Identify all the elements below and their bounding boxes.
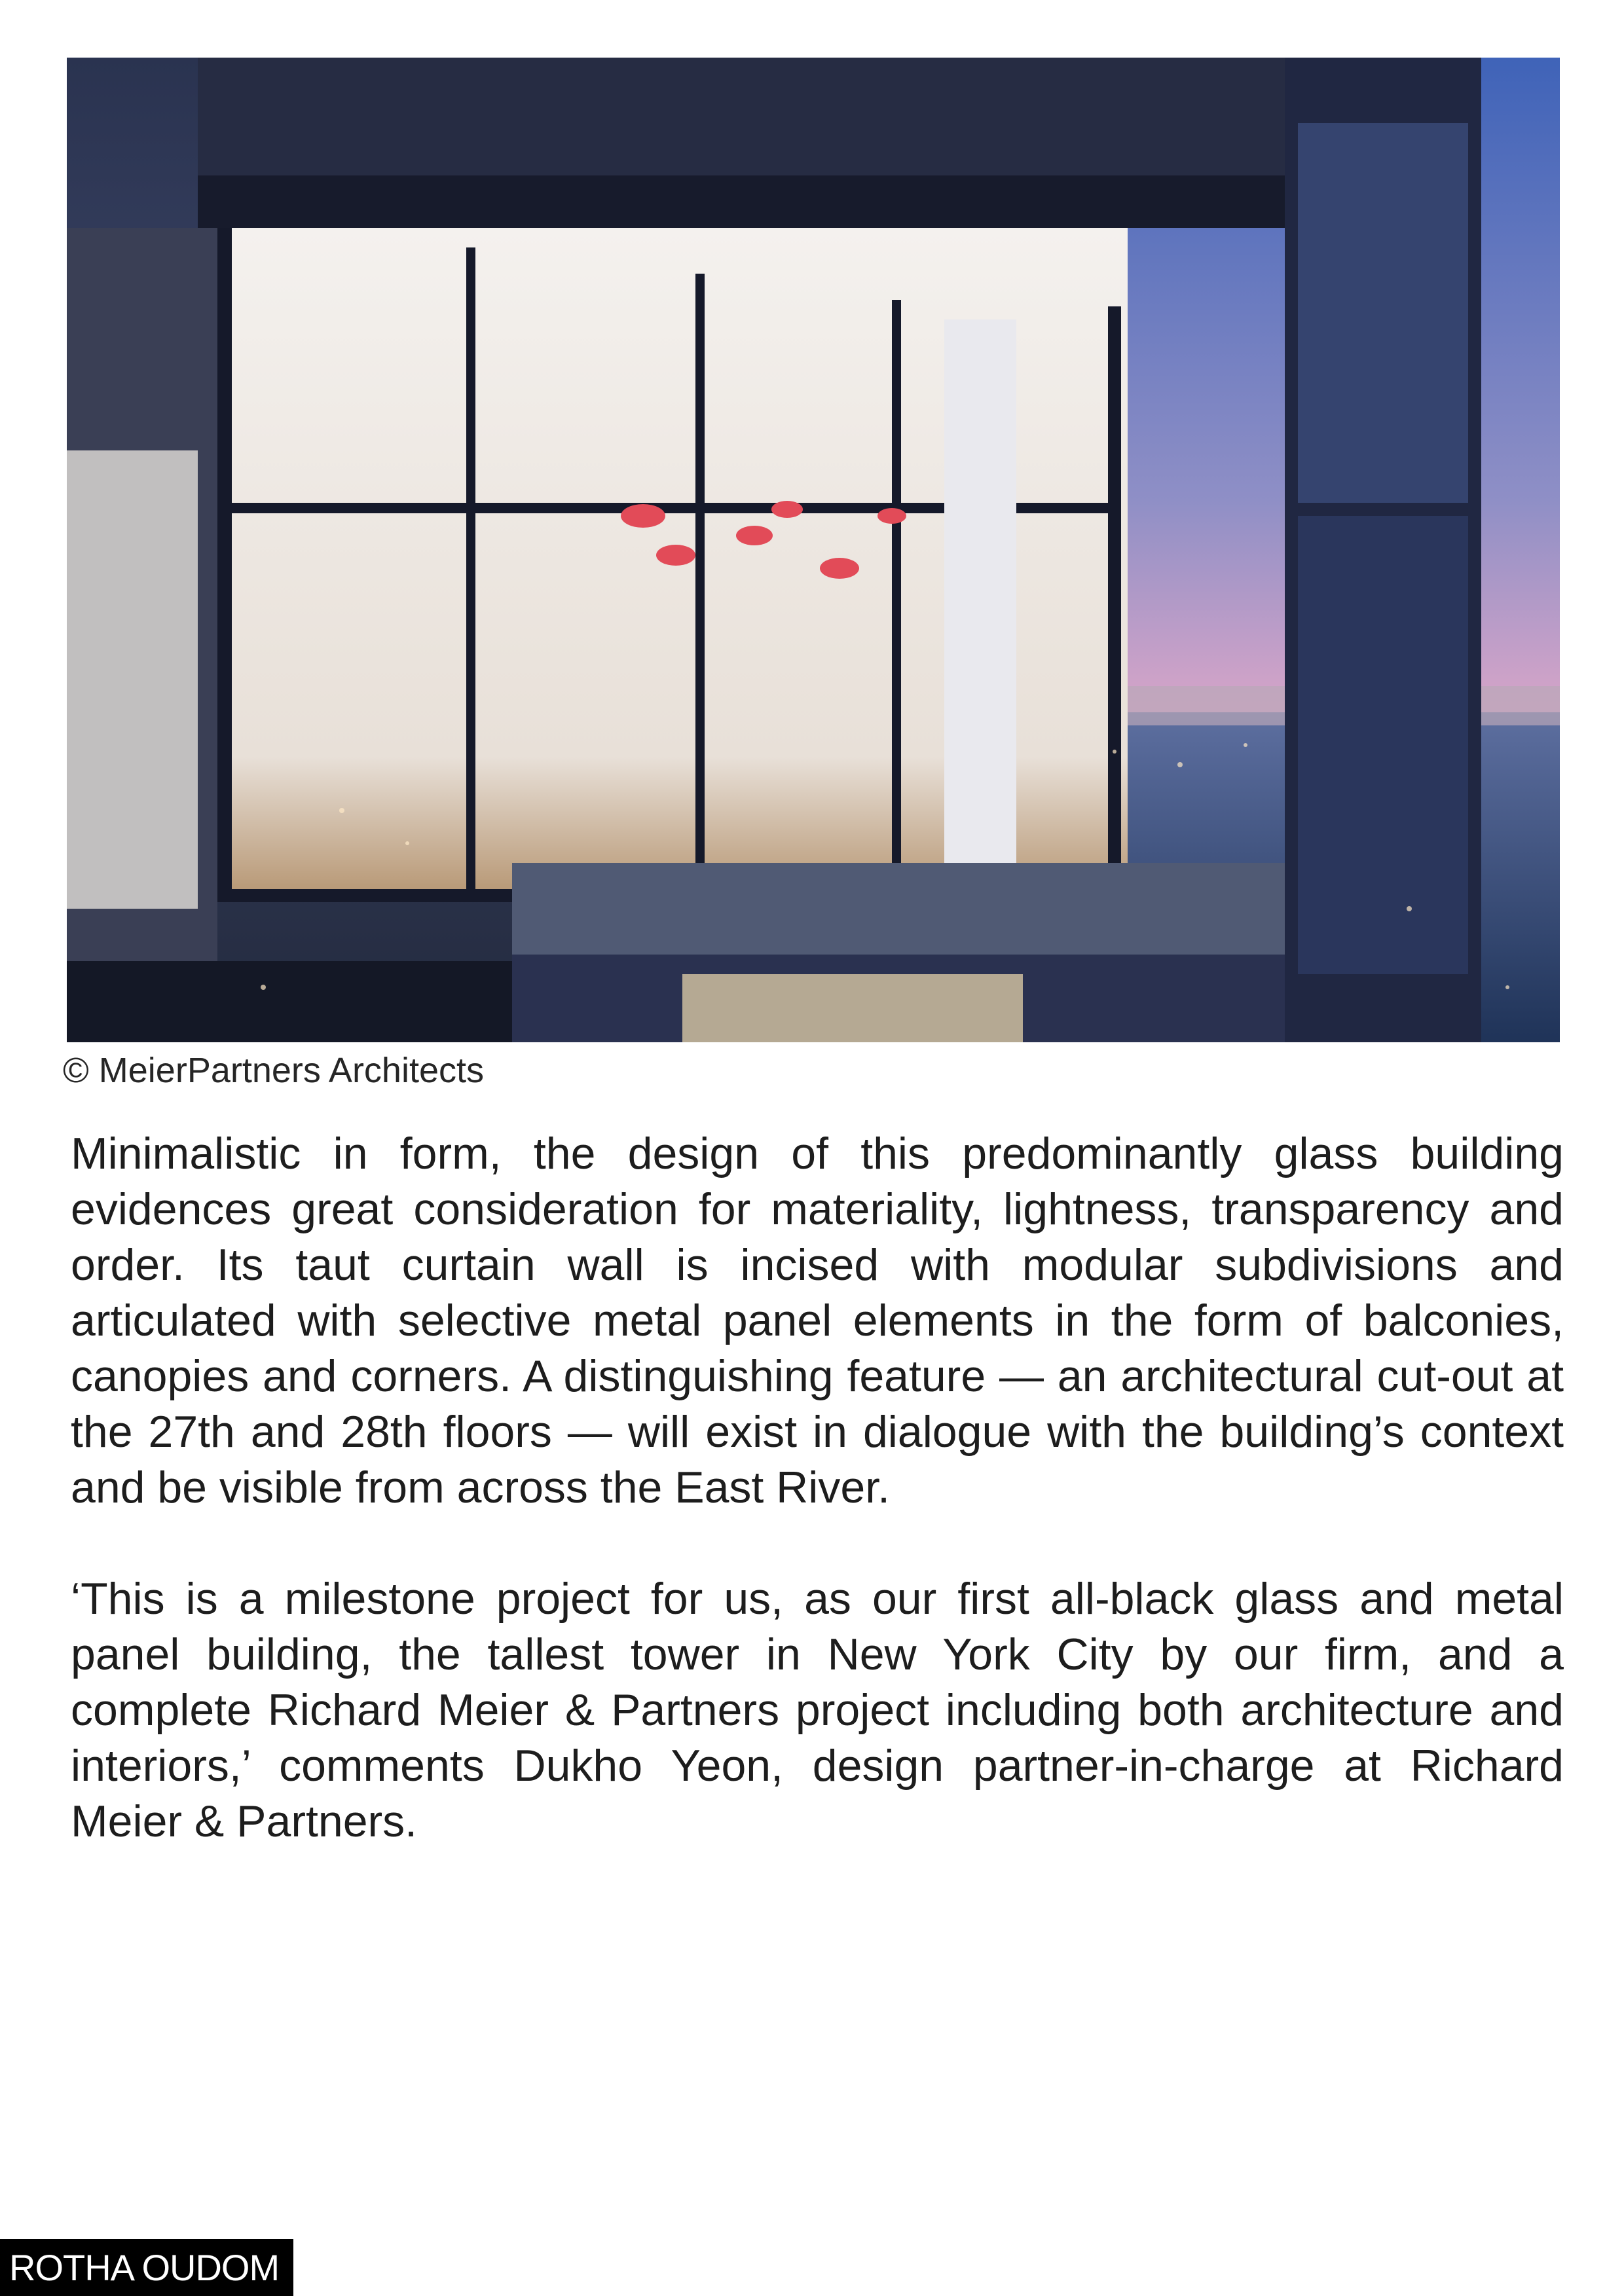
article-paragraph: ‘This is a milestone project for us, as our first all-black glass and metal panel building, the tallest tower in New York City by our firm, and a complete Richard Meier & Partners project including both architecture and interiors,’ comments Dukho Yeon, design partner-in-charge at Richard Meier & Partners. xyxy=(71,1574,1564,1846)
photo-credit: © MeierPartners Architects xyxy=(63,1051,484,1090)
architecture-photo xyxy=(67,58,1560,1042)
article-paragraph: Minimalistic in form, the design of this predominantly glass building evidences great consideration for materiality, lightness, transparency and order. Its taut curtain wall is incised with modular subdivisions and articulated with selective metal panel elements in the form of balconies, canopies and corners. A distinguishing feature — an architectural cut-out at the 27th and 28th floors — will exist in dialogue with the building’s context and be visible from across the East River. xyxy=(71,1129,1564,1512)
article-body xyxy=(71,1126,1564,1905)
architecture-photo-illustration xyxy=(67,58,1560,1042)
author-tag: ROTHA OUDOM xyxy=(0,2239,293,2296)
